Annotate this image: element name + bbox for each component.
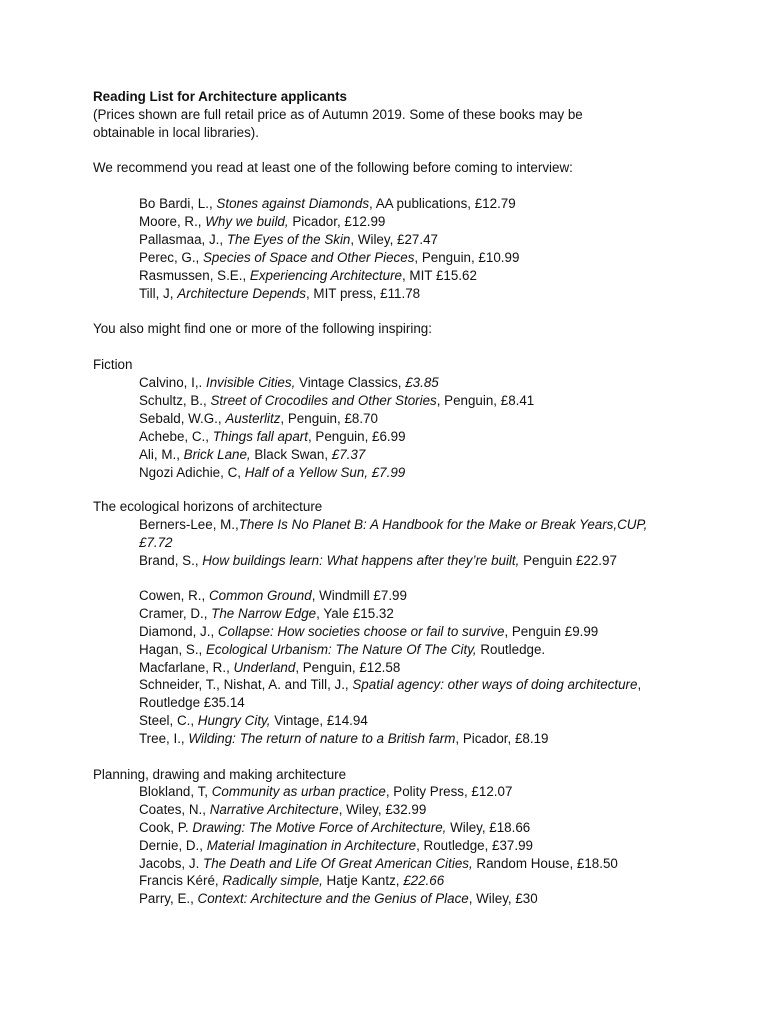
book-title: £7.72: [139, 535, 173, 550]
book-title: Things fall apart: [212, 429, 308, 444]
book-publisher: Vintage, £14.94: [270, 713, 368, 728]
book-entry: [139, 837, 533, 855]
book-entry: [139, 410, 378, 428]
book-entry: [139, 587, 407, 605]
book-author: Hagan, S.,: [139, 642, 206, 657]
book-publisher: Picador, £12.99: [288, 214, 386, 229]
book-entry: [139, 213, 385, 231]
book-publisher: , AA publications, £12.79: [369, 196, 516, 211]
book-author: Jacobs, J.: [139, 856, 204, 871]
book-entry: [139, 855, 618, 873]
inspiring-heading: You also might find one or more of the following inspiring:: [93, 321, 432, 336]
book-author: Calvino, I,.: [139, 375, 206, 390]
book-title: There Is No Planet B: A Handbook for the Make or Break Years,CUP,: [238, 517, 648, 532]
book-author: Ali, M.,: [139, 447, 184, 462]
book-title: Collapse: How societies choose or fail to survive: [217, 624, 505, 639]
book-author: Macfarlane, R.,: [139, 660, 234, 675]
planning-heading: Planning, drawing and making architecture: [93, 767, 347, 782]
book-publisher: , Yale £15.32: [316, 606, 394, 621]
book-entry: [139, 783, 512, 801]
book-title: The Death and Life Of Great American Cities,: [203, 856, 473, 871]
book-entry: [139, 374, 439, 392]
book-publisher: Penguin £22.97: [519, 553, 617, 568]
book-author: Schultz, B.,: [139, 393, 211, 408]
book-author: Till, J,: [139, 286, 178, 301]
book-title: Wilding: The return of nature to a British farm: [188, 731, 456, 746]
book-author: Francis Kéré,: [139, 873, 223, 888]
book-publisher: , Penguin £9.99: [504, 624, 599, 639]
book-author: Bo Bardi, L.,: [139, 196, 217, 211]
book-title: Austerlitz: [225, 411, 281, 426]
book-entry: [139, 659, 400, 677]
book-publisher: Wiley, £18.66: [446, 820, 531, 835]
book-author: Rasmussen, S.E.,: [139, 268, 250, 283]
book-title: Species of Space and Other Pieces: [203, 250, 415, 265]
book-author: Cook, P.: [139, 820, 193, 835]
book-publisher: , Penguin, £6.99: [307, 429, 406, 444]
book-publisher: Routledge.: [476, 642, 546, 657]
book-title: Common Ground: [208, 588, 312, 603]
book-publisher: Hatje Kantz,: [322, 873, 404, 888]
book-entry: [139, 641, 545, 659]
book-publisher: , MIT press, £11.78: [305, 286, 421, 301]
book-publisher: , Polity Press, £12.07: [385, 784, 513, 799]
book-author: Ngozi Adichie, C,: [139, 465, 245, 480]
book-entry: [139, 285, 420, 303]
book-publisher: , Windmill £7.99: [311, 588, 407, 603]
book-publisher: , Wiley, £30: [468, 891, 538, 906]
book-entry: [139, 605, 394, 623]
book-entry: [139, 712, 368, 730]
intro-line: obtainable in local libraries).: [93, 125, 259, 140]
book-entry: [139, 195, 516, 213]
fiction-heading: Fiction: [93, 357, 133, 372]
book-entry: [139, 428, 406, 446]
book-author: Steel, C.,: [139, 713, 198, 728]
book-title: Underland: [233, 660, 296, 675]
book-author: Perec, G.,: [139, 250, 203, 265]
book-author: Cramer, D.,: [139, 606, 212, 621]
book-entry: [139, 231, 438, 249]
book-publisher: , Penguin, £8.41: [436, 393, 535, 408]
book-title: Hungry City,: [197, 713, 271, 728]
book-publisher: Vintage Classics,: [295, 375, 406, 390]
book-title: Experiencing Architecture: [249, 268, 402, 283]
book-publisher: , Picador, £8.19: [455, 731, 549, 746]
book-title: Why we build,: [205, 214, 289, 229]
book-title: The Eyes of the Skin: [226, 232, 351, 247]
book-author: Schneider, T., Nishat, A. and Till, J.,: [139, 677, 353, 692]
ecological-heading: The ecological horizons of architecture: [93, 499, 323, 514]
book-title: Community as urban practice: [211, 784, 386, 799]
book-entry: [139, 534, 173, 552]
book-entry: [139, 819, 530, 837]
book-title: Narrative Architecture: [209, 802, 339, 817]
book-price: £3.85: [405, 375, 439, 390]
book-entry: [139, 392, 534, 410]
book-title: Radically simple,: [222, 873, 323, 888]
document-title: Reading List for Architecture applicants: [93, 89, 347, 104]
book-entry: [139, 801, 426, 819]
book-entry: [139, 267, 477, 285]
book-title: Spatial agency: other ways of doing architecture: [352, 677, 638, 692]
book-price: £22.66: [403, 873, 445, 888]
book-publisher: Black Swan,: [250, 447, 332, 462]
book-publisher: , Wiley, £27.47: [350, 232, 438, 247]
book-author: Berners-Lee, M.,: [139, 517, 239, 532]
book-author: Dernie, D.,: [139, 838, 207, 853]
book-title: Invisible Cities,: [205, 375, 296, 390]
book-publisher: , Penguin, £12.58: [295, 660, 401, 675]
book-entry: [139, 694, 245, 712]
book-entry: [139, 623, 598, 641]
book-entry: [139, 516, 647, 534]
book-publisher: , Penguin, £10.99: [414, 250, 520, 265]
book-publisher: , Wiley, £32.99: [338, 802, 427, 817]
book-author: Pallasmaa, J.,: [139, 232, 227, 247]
book-author: Achebe, C.,: [139, 429, 213, 444]
book-publisher: , MIT £15.62: [401, 268, 477, 283]
book-title: Stones against Diamonds: [216, 196, 370, 211]
book-title: Half of a Yellow Sun, £7.99: [244, 465, 406, 480]
book-author: Moore, R.,: [139, 214, 206, 229]
book-entry: [139, 249, 519, 267]
book-publisher: , Penguin, £8.70: [280, 411, 378, 426]
book-title: Drawing: The Motive Force of Architecture,: [192, 820, 447, 835]
book-author: Blokland, T,: [139, 784, 212, 799]
book-title: How buildings learn: What happens after they’re built,: [202, 553, 520, 568]
book-author: Diamond, J.,: [139, 624, 218, 639]
book-entry: [139, 464, 405, 482]
book-author: Tree, I.,: [139, 731, 189, 746]
recommend-heading: We recommend you read at least one of the following before coming to interview:: [93, 160, 573, 175]
book-entry: [139, 872, 444, 890]
book-author: Sebald, W.G.,: [139, 411, 226, 426]
book-entry: [139, 890, 538, 908]
book-title: Material Imagination in Architecture: [206, 838, 417, 853]
book-author: Parry, E.,: [139, 891, 198, 906]
book-title: The Narrow Edge: [211, 606, 317, 621]
book-title: Street of Crocodiles and Other Stories: [210, 393, 437, 408]
book-author: Brand, S.,: [139, 553, 203, 568]
book-entry: [139, 552, 617, 570]
book-price: £7.37: [331, 447, 366, 462]
book-entry: [139, 676, 641, 694]
book-entry: [139, 446, 365, 464]
book-publisher: Random House, £18.50: [472, 856, 618, 871]
book-title: Brick Lane,: [183, 447, 251, 462]
book-title: Context: Architecture and the Genius of Place: [197, 891, 469, 906]
book-author: Routledge £35.14: [139, 695, 245, 710]
book-title: Ecological Urbanism: The Nature Of The City,: [206, 642, 477, 657]
book-publisher: ,: [637, 677, 642, 692]
book-author: Cowen, R.,: [139, 588, 209, 603]
book-title: Architecture Depends: [177, 286, 306, 301]
intro-line: (Prices shown are full retail price as of Autumn 2019. Some of these books may be: [93, 107, 583, 122]
book-author: Coates, N.,: [139, 802, 210, 817]
book-entry: [139, 730, 548, 748]
book-publisher: , Routledge, £37.99: [416, 838, 533, 853]
